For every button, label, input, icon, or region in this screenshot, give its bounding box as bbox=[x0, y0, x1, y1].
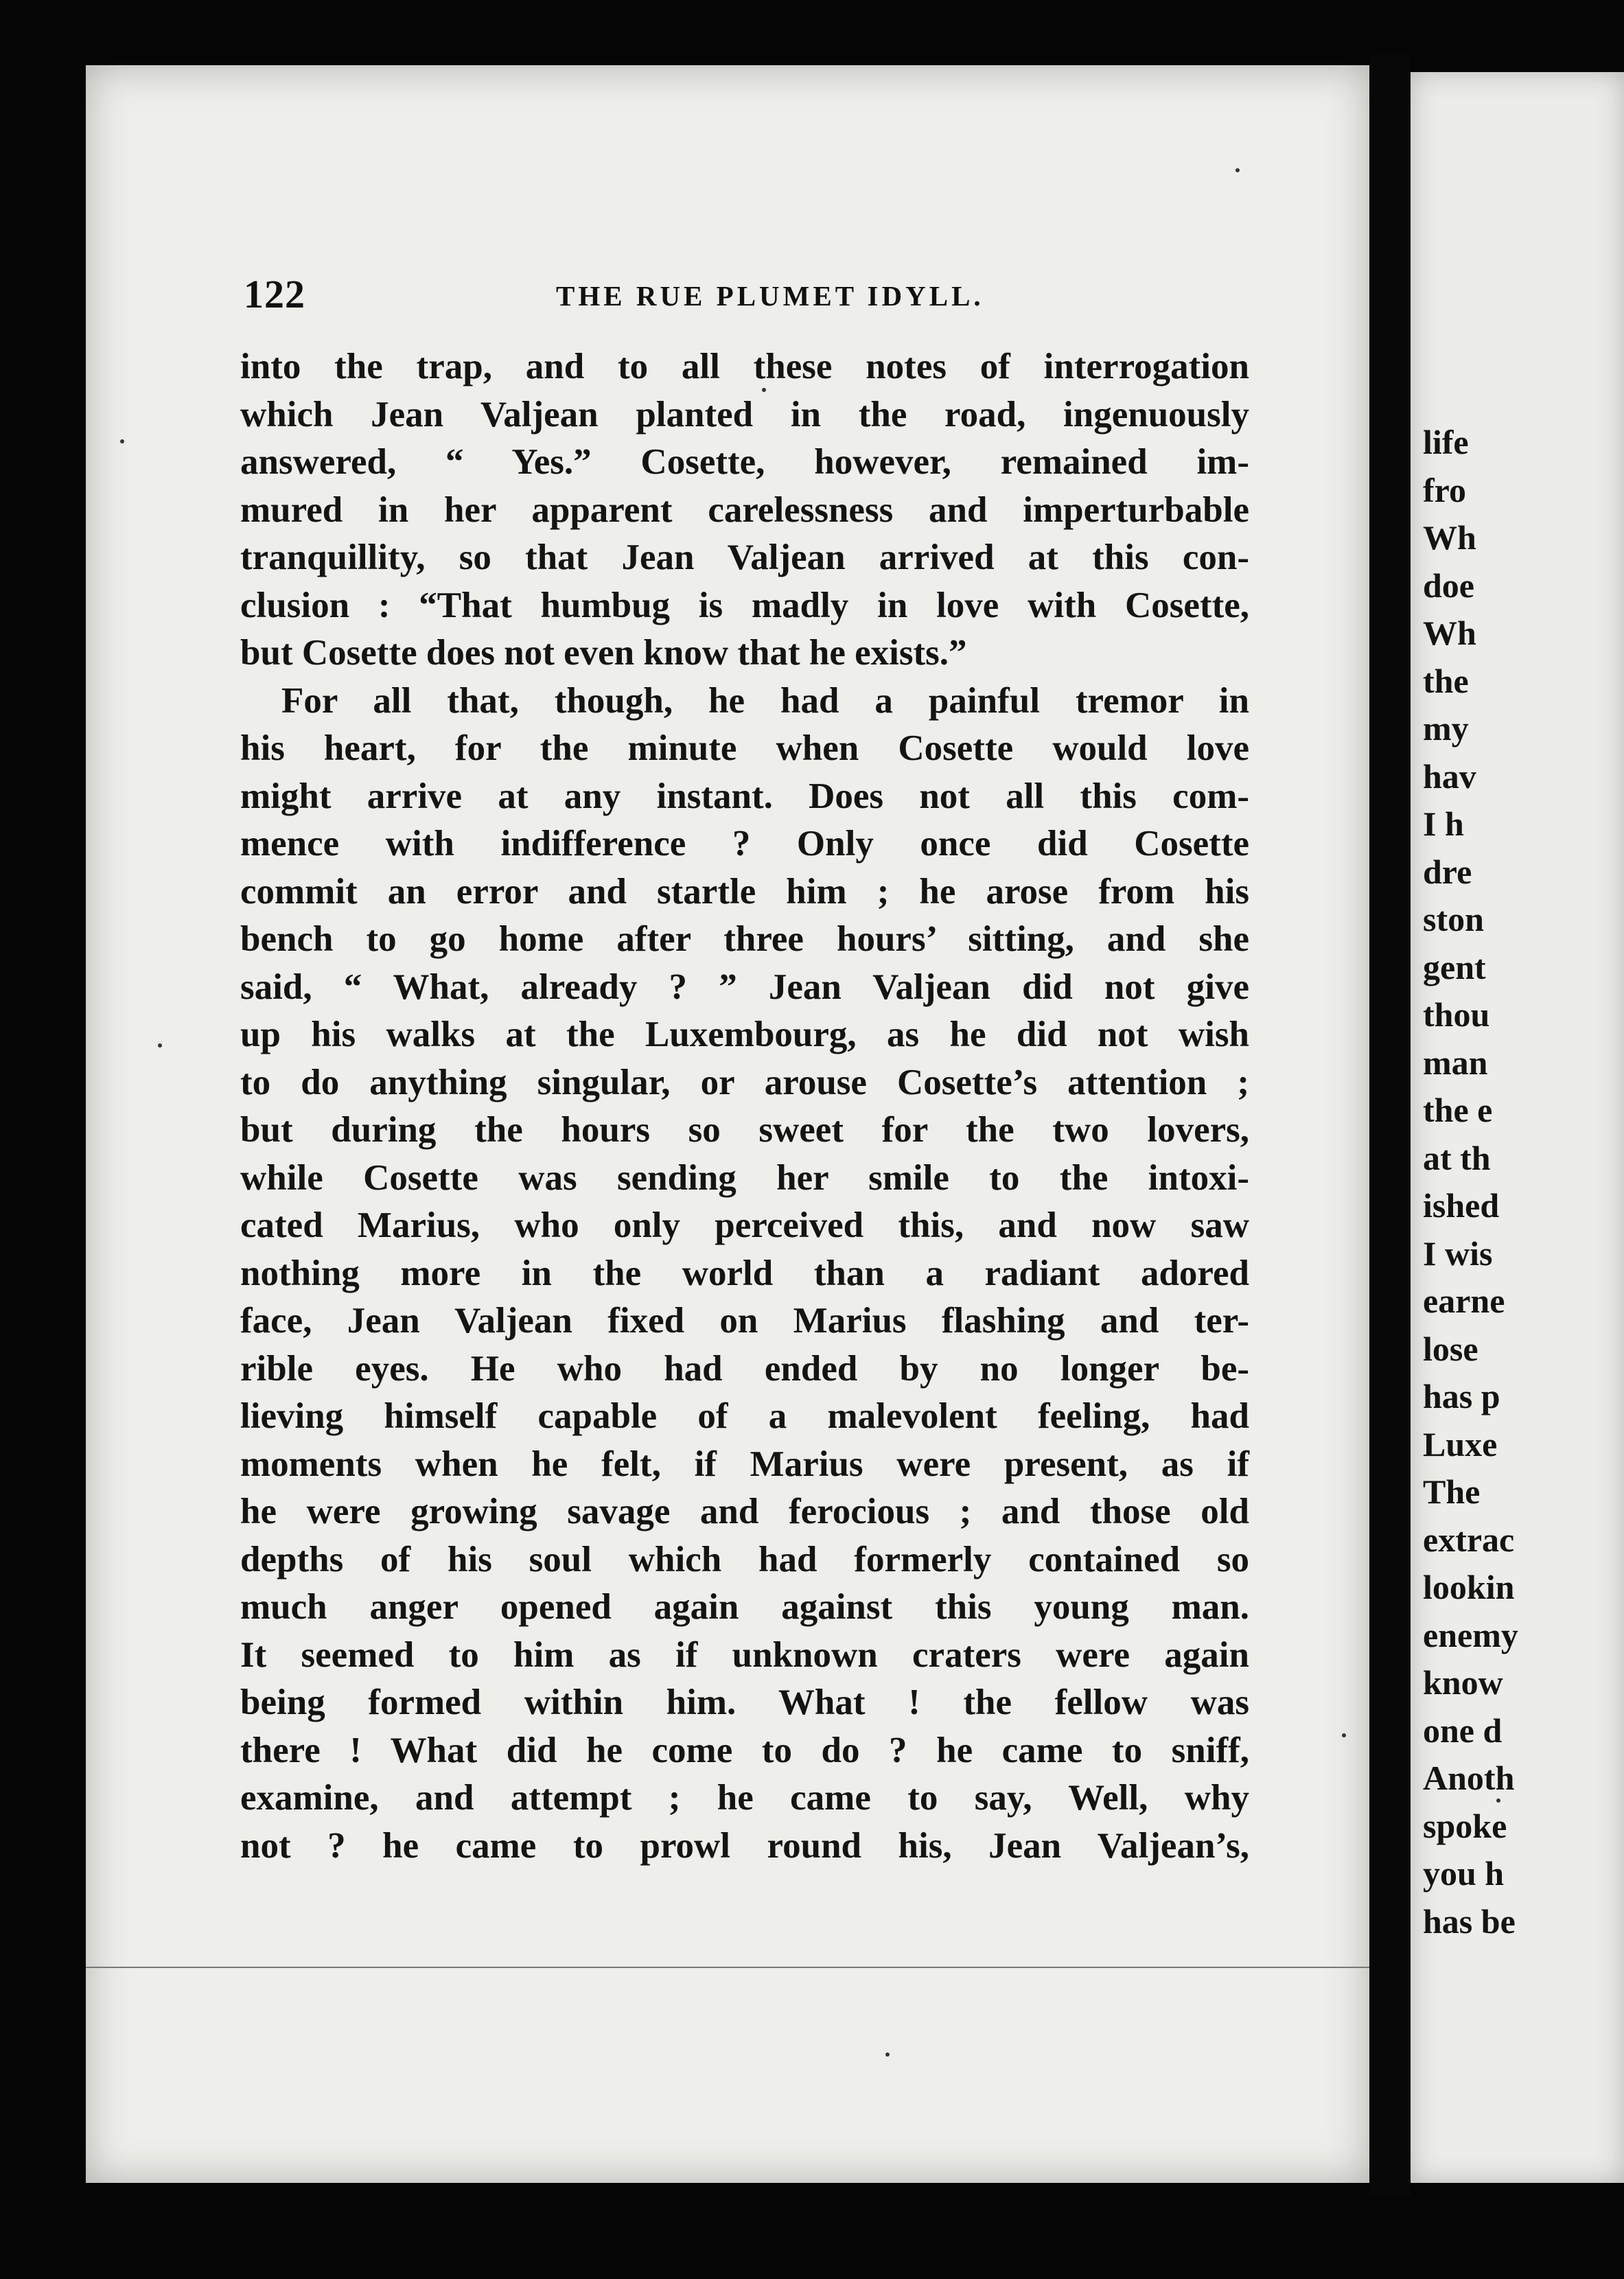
right-page-line: spoke bbox=[1423, 1806, 1507, 1845]
right-page-line: one d bbox=[1423, 1711, 1503, 1750]
body-text bbox=[240, 343, 1249, 1870]
right-page-line: I wis bbox=[1423, 1234, 1493, 1273]
text-line: bench to go home after three hours’ sitting, and she bbox=[240, 919, 1249, 959]
right-page-line: you h bbox=[1423, 1854, 1505, 1893]
text-line: into the trap, and to all these notes of interrogation bbox=[240, 347, 1249, 386]
text-line: nothing more in the world than a radiant adored bbox=[240, 1253, 1249, 1293]
text-line: he were growing savage and ferocious ; and those old bbox=[240, 1492, 1249, 1531]
right-page-line: life bbox=[1423, 423, 1469, 461]
right-page-line: doe bbox=[1423, 566, 1474, 605]
right-page-line: ston bbox=[1423, 900, 1484, 938]
page-number: 122 bbox=[244, 272, 305, 316]
text-line: answered, “ Yes.” Cosette, however, remained im- bbox=[240, 442, 1249, 482]
right-page-line: Anoth bbox=[1423, 1759, 1515, 1797]
right-page-line: lookin bbox=[1423, 1568, 1515, 1606]
text-line: For all that, though, he had a painful tremor in bbox=[281, 680, 1249, 721]
running-title: THE RUE PLUMET IDYLL. bbox=[556, 280, 984, 312]
right-page-line: The bbox=[1423, 1472, 1481, 1511]
right-page-line: has be bbox=[1423, 1901, 1516, 1941]
text-line: while Cosette was sending her smile to the intoxi- bbox=[240, 1157, 1249, 1198]
text-line: cated Marius, who only perceived this, and now saw bbox=[240, 1205, 1249, 1245]
right-page-line: my bbox=[1423, 709, 1469, 748]
right-page-line: thou bbox=[1423, 995, 1490, 1034]
right-page-line: know bbox=[1423, 1663, 1503, 1702]
right-page-line: dre bbox=[1423, 852, 1472, 891]
scan-speck bbox=[1342, 1733, 1346, 1737]
text-line: depths of his soul which had formerly contained so bbox=[240, 1539, 1249, 1580]
scan-speck bbox=[762, 388, 766, 392]
text-line: lieving himself capable of a malevolent feeling, had bbox=[240, 1396, 1249, 1436]
scan-speck bbox=[158, 1043, 162, 1048]
text-line: his heart, for the minute when Cosette would love bbox=[240, 728, 1249, 768]
text-line: mured in her apparent carelessness and imperturbable bbox=[240, 489, 1249, 530]
right-page-line: ished bbox=[1423, 1186, 1500, 1225]
right-page-fragment bbox=[1411, 72, 1624, 2183]
right-page-line: fro bbox=[1423, 470, 1466, 509]
right-page-line: at th bbox=[1423, 1138, 1491, 1177]
text-line: said, “ What, already ? ” Jean Valjean did not give bbox=[240, 967, 1249, 1007]
text-line: clusion : “That humbug is madly in love with Cosette, bbox=[240, 585, 1249, 625]
right-page-line: lose bbox=[1423, 1329, 1478, 1368]
text-line: tranquillity, so that Jean Valjean arrived at this con- bbox=[240, 537, 1249, 577]
text-line: but during the hours so sweet for the two lovers, bbox=[240, 1110, 1249, 1150]
text-line: examine, and attempt ; he came to say, Well, why bbox=[240, 1778, 1249, 1818]
text-line: not ? he came to prowl round his, Jean Valjean’s, bbox=[240, 1825, 1249, 1866]
right-page-text bbox=[1423, 419, 1624, 1945]
text-line: commit an error and startle him ; he arose from his bbox=[240, 871, 1249, 912]
book-gutter bbox=[1369, 55, 1411, 2197]
scan-speck bbox=[1496, 1798, 1500, 1803]
text-line: moments when he felt, if Marius were present, as if bbox=[240, 1444, 1249, 1484]
right-page-line: has p bbox=[1423, 1377, 1500, 1415]
right-page-line: I h bbox=[1423, 805, 1464, 843]
text-line: there ! What did he come to do ? he came to sniff, bbox=[240, 1730, 1249, 1770]
text-line: might arrive at any instant. Does not all this com- bbox=[240, 776, 1249, 816]
right-page-line: the e bbox=[1423, 1091, 1493, 1129]
scan-rule-line bbox=[86, 1967, 1369, 1968]
scan-speck bbox=[1236, 168, 1240, 172]
text-line: being formed within him. What ! the fellow was bbox=[240, 1682, 1249, 1722]
text-line: face, Jean Valjean fixed on Marius flashing and ter- bbox=[240, 1301, 1249, 1341]
text-line: up his walks at the Luxembourg, as he did not wish bbox=[240, 1015, 1249, 1054]
right-page-line: Luxe bbox=[1423, 1424, 1498, 1464]
text-line: but Cosette does not even know that he exists.” bbox=[240, 633, 967, 673]
scan-speck bbox=[120, 439, 124, 443]
scan-speck bbox=[885, 2052, 890, 2057]
right-page-line: the bbox=[1423, 661, 1469, 700]
running-head bbox=[244, 271, 1239, 333]
right-page-line: Wh bbox=[1423, 518, 1476, 557]
right-page-line: Wh bbox=[1423, 614, 1476, 652]
text-line: It seemed to him as if unknown craters were again bbox=[240, 1634, 1249, 1675]
right-page-line: enemy bbox=[1423, 1615, 1518, 1654]
text-line: to do anything singular, or arouse Cosette’s attention ; bbox=[240, 1062, 1249, 1102]
text-line: mence with indifference ? Only once did Cosette bbox=[240, 824, 1249, 864]
text-line: which Jean Valjean planted in the road, ingenuously bbox=[240, 394, 1249, 435]
text-line: much anger opened again against this young man. bbox=[240, 1587, 1249, 1627]
text-line: rible eyes. He who had ended by no longer be- bbox=[240, 1348, 1249, 1389]
right-page-line: hav bbox=[1423, 756, 1476, 796]
right-page-line: gent bbox=[1423, 947, 1486, 986]
right-page-line: extrac bbox=[1423, 1520, 1515, 1559]
right-page-line: earne bbox=[1423, 1282, 1505, 1320]
right-page-line: man bbox=[1423, 1043, 1488, 1082]
